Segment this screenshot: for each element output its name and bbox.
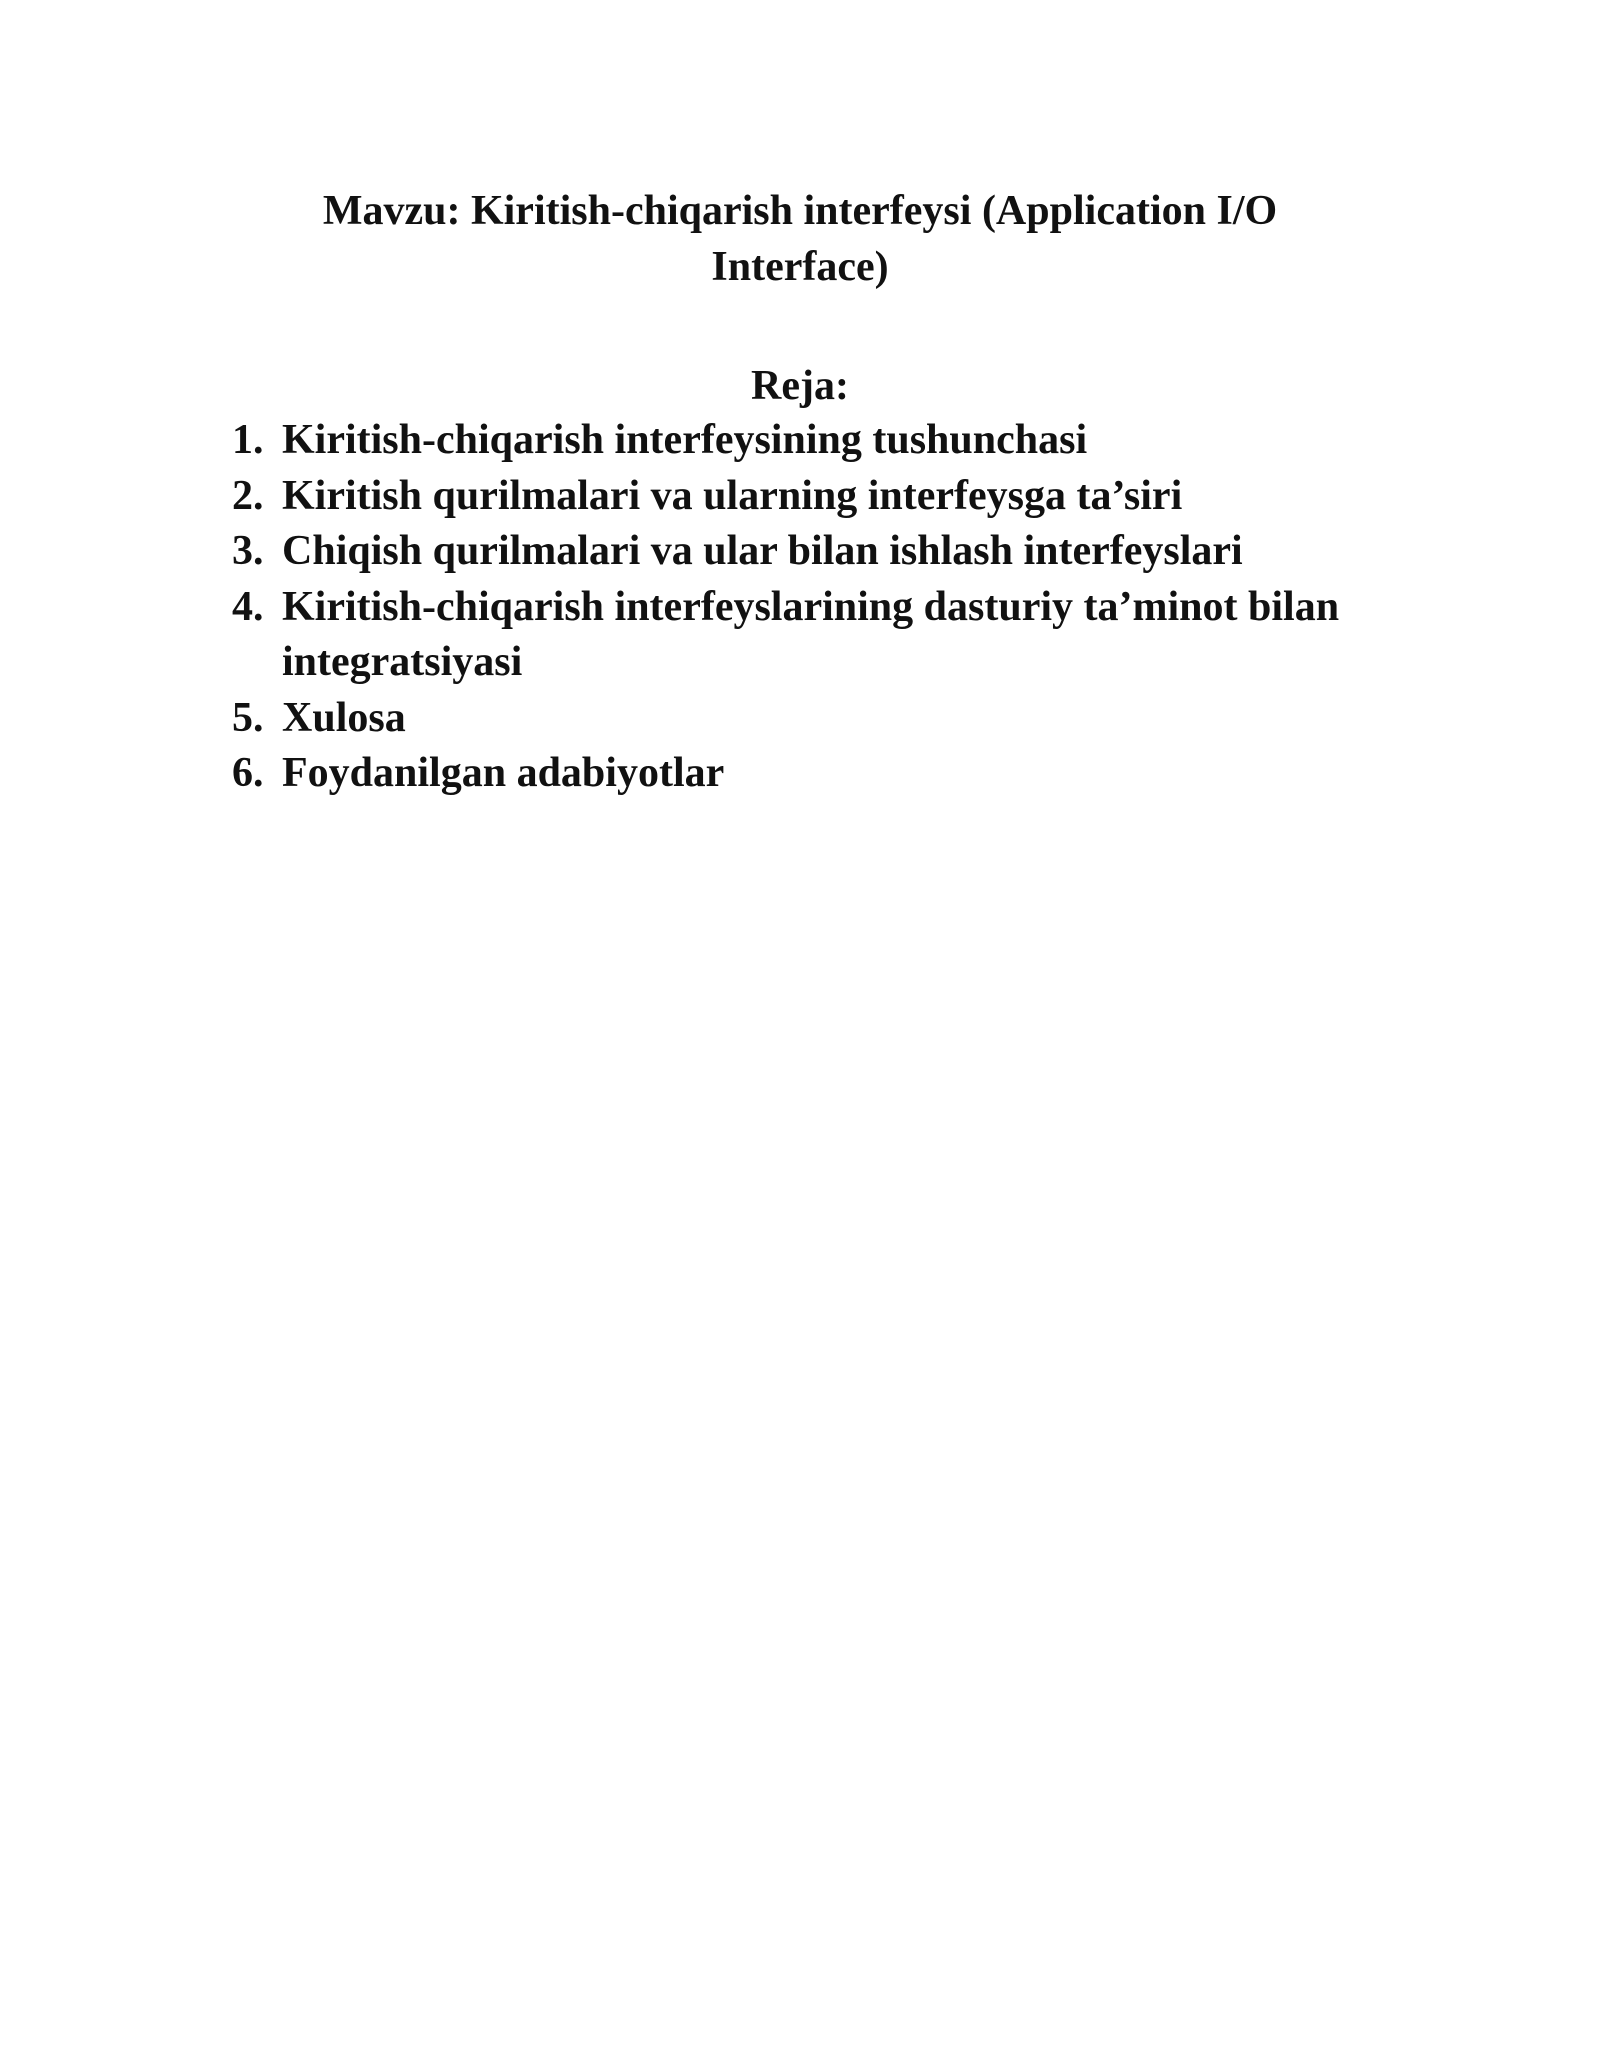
plan-item-6 [232,746,1372,802]
plan-item-number: 4. [232,583,264,630]
plan-item-3 [232,524,1372,580]
plan-item-number: 3. [232,528,264,574]
plan-item-1 [232,413,1372,469]
plan-item-text: Foydanilgan adabiyotlar [282,750,725,796]
plan-item-number: 6. [232,750,264,796]
document-title [300,183,1300,295]
plan-item-2 [232,469,1372,525]
plan-item-text: Xulosa [282,694,406,741]
plan-list [232,413,1372,802]
title-line-1: Mavzu: Kiritish-chiqarish interfeysi (Application I/O [322,188,1278,234]
plan-item-text: Kiritish-chiqarish interfeysining tushunchasi [282,417,1088,463]
plan-item-text: Chiqish qurilmalari va ular bilan ishlash interfeyslari [282,528,1243,574]
plan-item-number: 5. [232,694,264,741]
plan-item-4 [232,580,1372,691]
title-line-2: Interface) [711,244,889,290]
plan-item-number: 1. [232,417,264,463]
plan-item-5 [232,691,1372,747]
plan-heading: Reja: [751,363,849,409]
plan-item-text: Kiritish qurilmalari va ularning interfeysga ta’siri [282,472,1183,519]
plan-item-text: Kiritish-chiqarish interfeyslarining dasturiy ta’minot bilan integratsiyasi [282,583,1340,685]
plan-item-number: 2. [232,472,264,519]
